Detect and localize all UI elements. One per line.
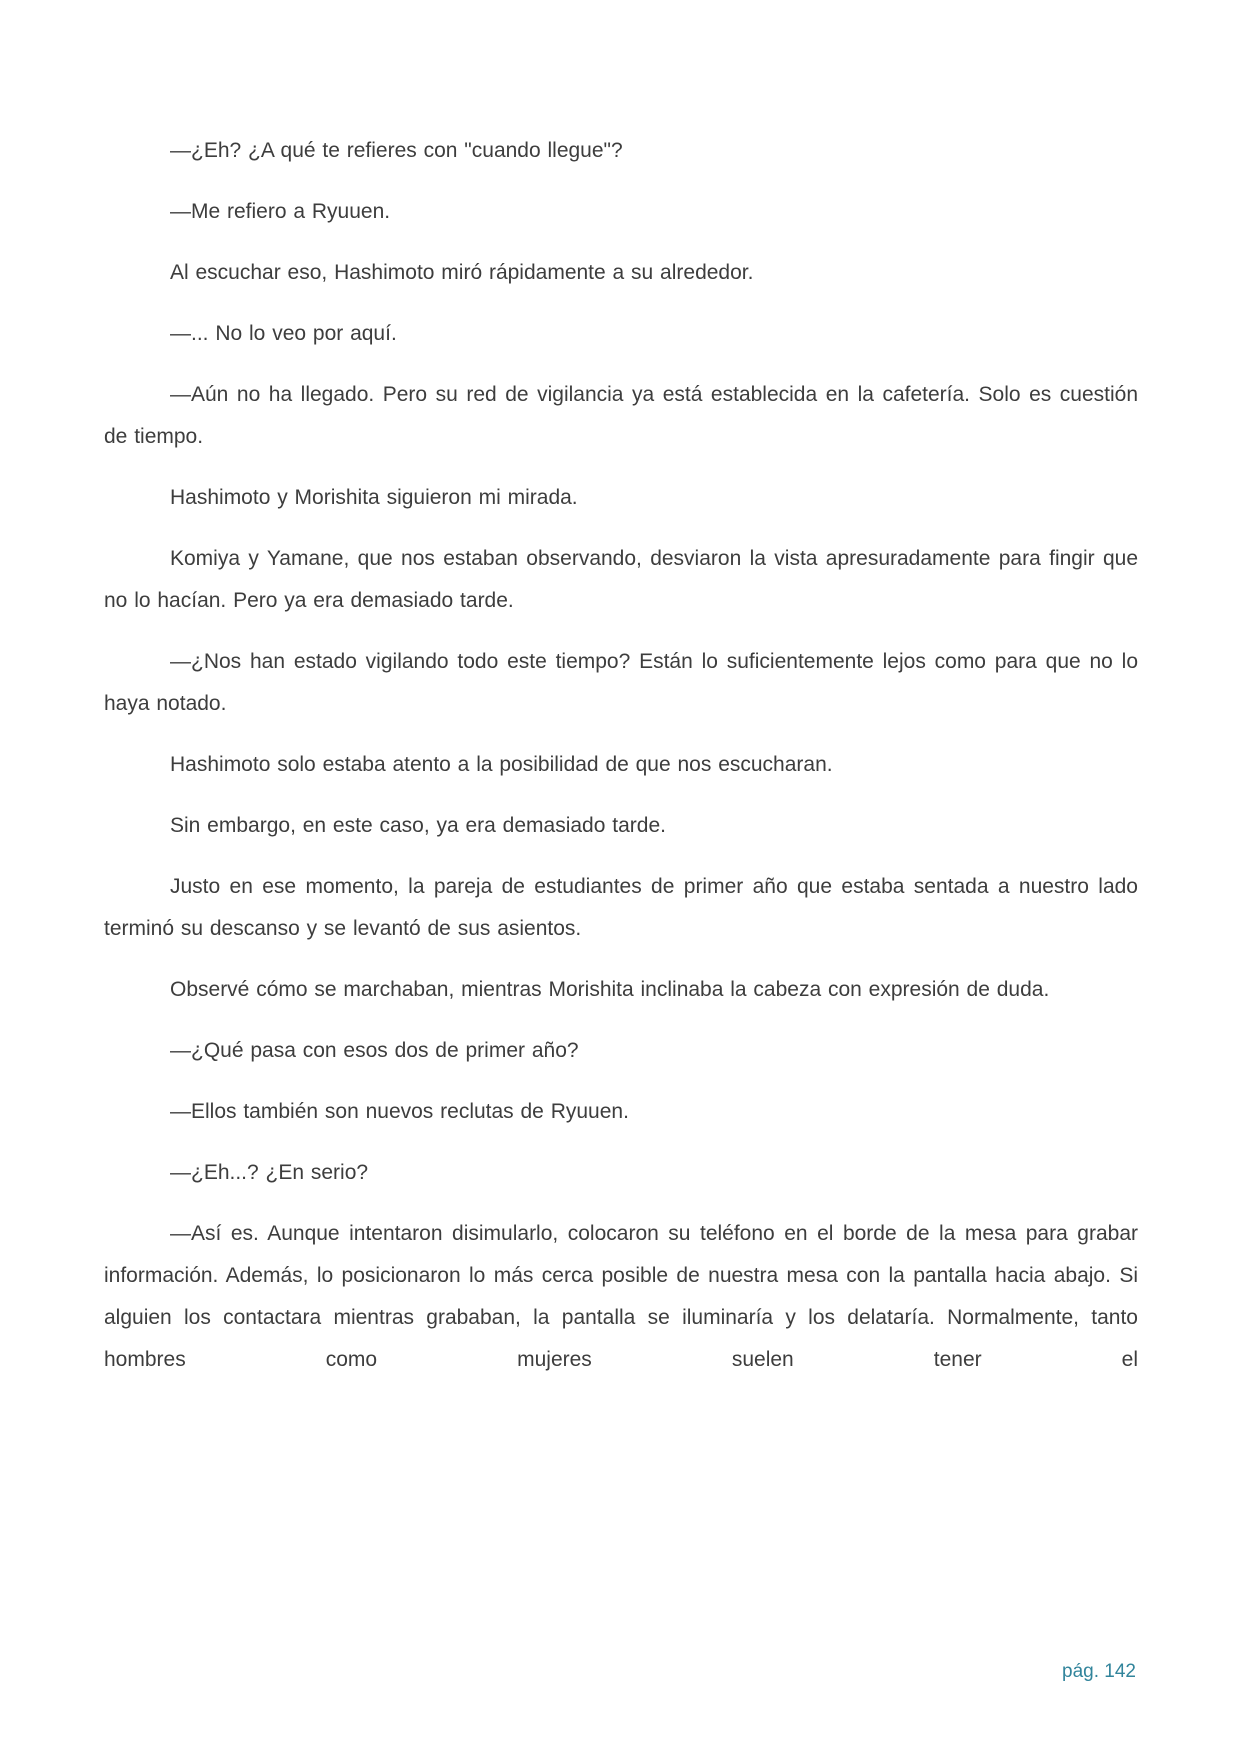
paragraph: —... No lo veo por aquí. <box>170 322 397 345</box>
paragraph: —¿Nos han estado vigilando todo este tiempo? Están lo suficientemente lejos como para que no lo haya notado. <box>104 650 1138 715</box>
paragraph: Al escuchar eso, Hashimoto miró rápidamente a su alrededor. <box>170 261 754 284</box>
paragraph: Komiya y Yamane, que nos estaban observando, desviaron la vista apresuradamente para fingir que no lo hacían. Pero ya era demasiado tarde. <box>104 547 1138 612</box>
paragraph: —¿Qué pasa con esos dos de primer año? <box>170 1039 579 1062</box>
paragraph: Observé cómo se marchaban, mientras Morishita inclinaba la cabeza con expresión de duda. <box>170 978 1050 1001</box>
paragraph: Hashimoto solo estaba atento a la posibilidad de que nos escucharan. <box>170 753 833 776</box>
paragraph: Hashimoto y Morishita siguieron mi mirada. <box>170 486 578 509</box>
page-number: pág. 142 <box>1062 1661 1136 1682</box>
paragraph: Justo en ese momento, la pareja de estudiantes de primer año que estaba sentada a nuestro lado terminó su descanso y se levantó de sus asientos. <box>104 875 1138 940</box>
paragraph: Sin embargo, en este caso, ya era demasiado tarde. <box>170 814 666 837</box>
paragraph: —Así es. Aunque intentaron disimularlo, colocaron su teléfono en el borde de la mesa para grabar información. Además, lo posicionaron lo más cerca posible de nuestra mesa con la pantalla hacia abajo. Si alguien los contactara mientras grababan, la pantalla se iluminaría y los delataría. Normalmente, tanto hombres como mujeres suelen tener el <box>104 1222 1138 1371</box>
paragraph: —Ellos también son nuevos reclutas de Ryuuen. <box>170 1100 629 1123</box>
paragraph: —¿Eh? ¿A qué te refieres con "cuando llegue"? <box>170 139 623 162</box>
paragraph: —¿Eh...? ¿En serio? <box>170 1161 369 1184</box>
paragraph: —Me refiero a Ryuuen. <box>170 200 391 223</box>
paragraph: —Aún no ha llegado. Pero su red de vigilancia ya está establecida en la cafetería. Solo es cuestión de tiempo. <box>104 383 1138 448</box>
